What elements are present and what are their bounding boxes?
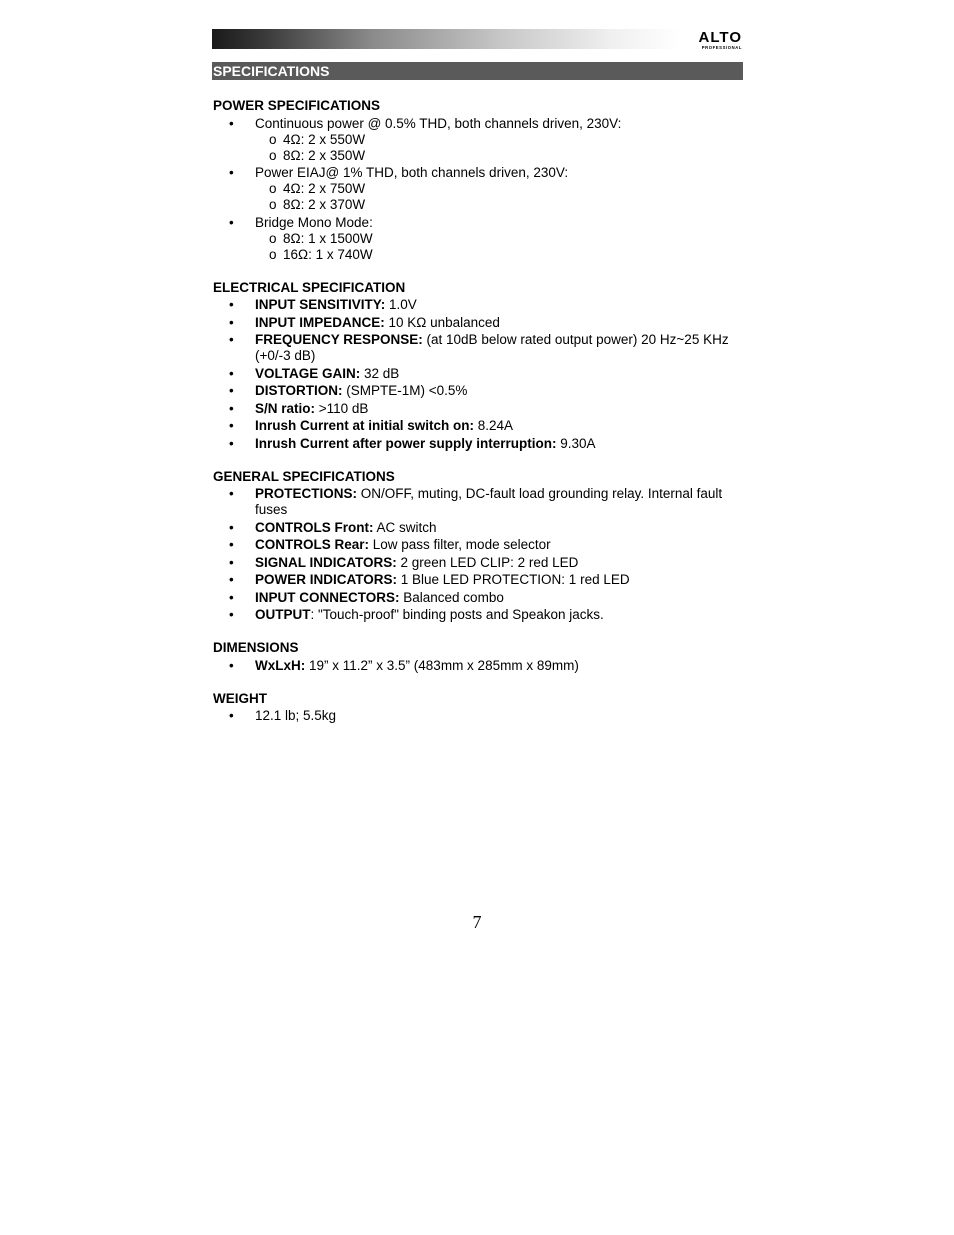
list-item <box>213 486 733 518</box>
item-value: 2 green LED CLIP: 2 red LED <box>396 554 579 570</box>
spec-section <box>213 691 733 725</box>
item-value: 9.30A <box>556 435 596 451</box>
sub-list-item <box>213 247 733 263</box>
sub-list-item <box>213 197 733 213</box>
item-value: 32 dB <box>360 365 400 381</box>
list-item <box>213 315 733 331</box>
list-item <box>213 520 733 536</box>
circle-bullet-icon: o <box>269 181 277 196</box>
item-value: Low pass filter, mode selector <box>369 537 551 552</box>
sub-list-item <box>213 181 733 197</box>
sub-item-text: 8Ω: 2 x 350W <box>283 147 366 163</box>
item-value: 19” x 11.2” x 3.5” (483mm x 285mm x 89mm) <box>305 657 579 673</box>
circle-bullet-icon: o <box>269 230 277 246</box>
list-item <box>213 572 733 588</box>
item-label: CONTROLS Rear: <box>255 537 370 552</box>
bullet-icon: • <box>229 572 234 587</box>
bullet-icon: • <box>229 708 234 723</box>
item-label: S/N ratio: <box>255 400 316 416</box>
item-label: INPUT CONNECTORS: <box>255 589 400 605</box>
list-item <box>213 366 733 382</box>
item-label: POWER INDICATORS: <box>255 572 398 587</box>
item-value: (SMPTE-1M) <0.5% <box>342 383 468 398</box>
item-label: OUTPUT <box>255 607 311 622</box>
sub-item-text: 4Ω: 2 x 750W <box>283 181 366 196</box>
bullet-icon: • <box>229 314 234 330</box>
alto-logo <box>684 30 742 50</box>
list-item <box>213 332 733 364</box>
item-label: INPUT IMPEDANCE: <box>255 314 385 330</box>
bullet-icon: • <box>229 607 234 622</box>
list-item <box>213 436 733 452</box>
circle-bullet-icon: o <box>269 147 277 163</box>
item-value: Bridge Mono Mode: <box>255 214 373 230</box>
item-value: 10 KΩ unbalanced <box>384 314 500 330</box>
item-label: DISTORTION: <box>255 383 343 398</box>
sub-list-item <box>213 231 733 247</box>
item-label: INPUT SENSITIVITY: <box>255 297 386 312</box>
bullet-icon: • <box>229 365 234 381</box>
section-heading: POWER SPECIFICATIONS <box>213 98 381 113</box>
item-label: Inrush Current at initial switch on: <box>255 418 475 433</box>
bullet-icon: • <box>229 657 234 673</box>
spec-content <box>213 98 733 724</box>
list-item <box>213 215 733 231</box>
item-label: Inrush Current after power supply interruption: <box>255 435 557 451</box>
bullet-icon: • <box>229 519 234 535</box>
bullet-icon: • <box>229 214 234 230</box>
item-value: 1.0V <box>385 297 417 312</box>
list-item <box>213 537 733 553</box>
item-value: 1 Blue LED PROTECTION: 1 red LED <box>397 572 630 587</box>
circle-bullet-icon: o <box>269 246 277 262</box>
list-item <box>213 383 733 399</box>
spec-section <box>213 280 733 452</box>
item-value: AC switch <box>373 519 437 535</box>
bullet-icon: • <box>229 486 234 501</box>
spec-section <box>213 640 733 674</box>
bullet-icon: • <box>229 297 234 312</box>
item-value: 12.1 lb; 5.5kg <box>255 708 337 723</box>
item-label: SIGNAL INDICATORS: <box>255 554 397 570</box>
item-value: ON/OFF, muting, DC-fault load grounding relay. Internal fault fuses <box>255 486 723 517</box>
list-item <box>213 297 733 313</box>
bullet-icon: • <box>229 332 234 347</box>
spec-section <box>213 469 733 624</box>
logo-subtext: PROFESSIONAL <box>701 45 742 50</box>
list-item <box>213 418 733 434</box>
bullet-icon: • <box>229 554 234 570</box>
sub-list-item <box>213 132 733 148</box>
item-value: : "Touch-proof" binding posts and Speakon jacks. <box>310 607 604 622</box>
sub-list-item <box>213 148 733 164</box>
bullet-icon: • <box>229 589 234 605</box>
bullet-icon: • <box>229 418 234 433</box>
bullet-icon: • <box>229 537 234 552</box>
list-item <box>213 401 733 417</box>
section-heading: GENERAL SPECIFICATIONS <box>213 468 395 484</box>
bullet-icon: • <box>229 115 234 131</box>
spec-section <box>213 98 733 263</box>
circle-bullet-icon: o <box>269 197 277 212</box>
list-item <box>213 658 733 674</box>
item-value: >110 dB <box>315 400 369 416</box>
sub-item-text: 16Ω: 1 x 740W <box>283 246 373 262</box>
item-label: CONTROLS Front: <box>255 519 374 535</box>
bullet-icon: • <box>229 383 234 398</box>
bullet-icon: • <box>229 400 234 416</box>
list-item <box>213 555 733 571</box>
item-label: FREQUENCY RESPONSE: <box>255 332 423 347</box>
section-heading: DIMENSIONS <box>213 640 299 655</box>
sub-item-text: 8Ω: 1 x 1500W <box>283 230 373 246</box>
bullet-icon: • <box>229 435 234 451</box>
item-label: WxLxH: <box>255 657 306 673</box>
item-value: Balanced combo <box>399 589 504 605</box>
logo-text: ALTO <box>698 29 742 46</box>
bullet-icon: • <box>229 165 234 180</box>
list-item <box>213 590 733 606</box>
sub-item-text: 8Ω: 2 x 370W <box>283 197 366 212</box>
item-label: VOLTAGE GAIN: <box>255 365 361 381</box>
item-value: Power EIAJ@ 1% THD, both channels driven, 230V: <box>255 165 569 180</box>
page-number: 7 <box>472 912 482 932</box>
list-item <box>213 708 733 724</box>
list-item <box>213 116 733 132</box>
header-gradient-band <box>212 29 743 49</box>
sub-item-text: 4Ω: 2 x 550W <box>283 131 366 147</box>
section-heading: WEIGHT <box>213 690 267 706</box>
circle-bullet-icon: o <box>269 131 277 147</box>
list-item <box>213 165 733 181</box>
item-label: PROTECTIONS: <box>255 486 358 501</box>
item-value: 8.24A <box>474 418 514 433</box>
item-value: Continuous power @ 0.5% THD, both channels driven, 230V: <box>255 115 622 131</box>
item-value: (at 10dB below rated output power) 20 Hz~25 KHz (+0/-3 dB) <box>255 332 729 363</box>
section-title-bar: SPECIFICATIONS <box>212 62 743 80</box>
section-heading: ELECTRICAL SPECIFICATION <box>213 279 406 295</box>
list-item <box>213 607 733 623</box>
